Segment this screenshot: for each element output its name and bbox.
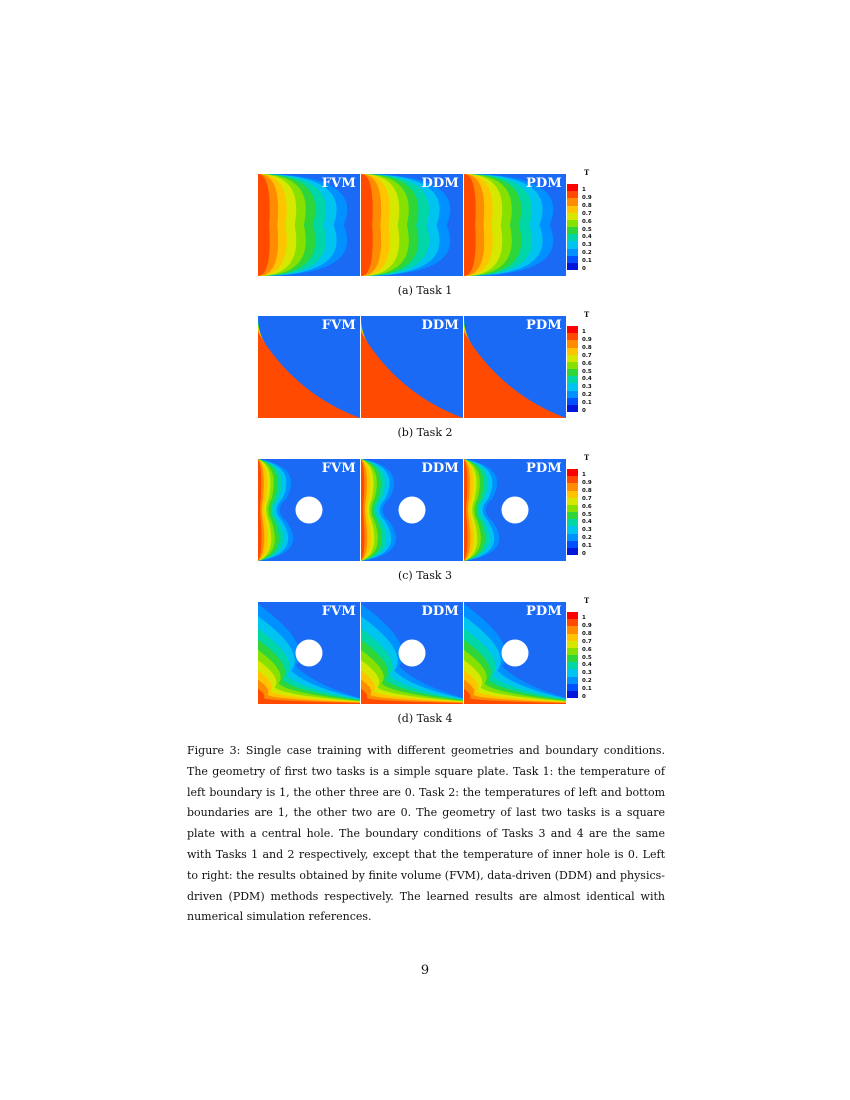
colorbar-swatch (567, 548, 578, 556)
subfigure-caption: (b) Task 2 (397, 426, 453, 439)
colorbar-tick-label: 0 (582, 551, 586, 557)
figure-row-3 (258, 453, 594, 563)
colorbar-tick-label: 0.4 (582, 662, 592, 669)
contour-panel-fvm (258, 174, 360, 276)
figure-row-2 (258, 310, 594, 420)
subfigure-caption: (a) Task 1 (397, 284, 453, 297)
colorbar-tick-label: 0.7 (582, 352, 592, 359)
colorbar (567, 310, 597, 418)
colorbar-tick-label: 0.3 (582, 527, 592, 534)
colorbar-tick-label: 0.5 (582, 654, 592, 661)
colorbar-tick-label: 0.8 (582, 630, 592, 637)
colorbar-tick-label: 0 (582, 694, 586, 700)
colorbar-title: T (584, 168, 590, 177)
colorbar-tick-label: 1 (582, 615, 586, 621)
colorbar-tick-label: 0.8 (582, 202, 592, 209)
colorbar (567, 596, 597, 704)
colorbar-tick-label: 1 (582, 472, 586, 478)
page-number: 9 (420, 963, 430, 978)
colorbar-tick-label: 0.4 (582, 519, 592, 526)
panel-label: FVM (321, 318, 356, 333)
contour-panel-ddm (361, 316, 463, 418)
colorbar-swatch (567, 405, 578, 413)
panel-label: FVM (321, 461, 356, 476)
central-hole (399, 497, 426, 524)
colorbar-swatch (567, 691, 578, 699)
colorbar-tick-label: 0.5 (582, 511, 592, 518)
colorbar-tick-label: 0.8 (582, 487, 592, 494)
central-hole (502, 640, 529, 667)
panel-label: PDM (525, 604, 562, 619)
colorbar-tick-label: 0.9 (582, 336, 592, 343)
central-hole (399, 640, 426, 667)
panel-label: FVM (321, 604, 356, 619)
contour-band (258, 174, 270, 276)
colorbar-tick-label: 0.2 (582, 678, 592, 685)
contour-panel-ddm (361, 174, 463, 276)
colorbar-tick-label: 0.6 (582, 360, 592, 367)
central-hole (296, 497, 323, 524)
panel-label: PDM (525, 461, 562, 476)
contour-panel-fvm (258, 459, 360, 561)
colorbar-tick-label: 0.8 (582, 344, 592, 351)
subfigure-caption: (d) Task 4 (397, 712, 453, 725)
colorbar-tick-label: 0.2 (582, 392, 592, 399)
colorbar-title: T (584, 596, 590, 605)
contour-panel-ddm (361, 602, 463, 704)
colorbar-tick-label: 0.6 (582, 503, 592, 510)
panel-label: FVM (321, 176, 356, 191)
contour-panel-fvm (258, 602, 360, 704)
panel-label: DDM (421, 604, 459, 619)
figure-caption: Figure 3: Single case training with different geometries and boundary conditions. The geometry of first two tasks is a simple square plate. Task 1: the temperature of left boundary is 1, the other three are 0. Task 2: the temperatures of left and bottom boundaries are 1, the other two are 0. The geometry of last two tasks is a square plate with a central hole. The boundary conditions of Tasks 3 and 4 are the same with Tasks 1 and 2 respectively, except that the temperature of inner hole is 0. Left to right: the results obtained by finite volume (FVM), data-driven (DDM) and physics-driven (PDM) methods respectively. The learned results are almost identical with numerical simulation references. (187, 744, 665, 924)
colorbar-tick-label: 0.9 (582, 194, 592, 201)
contour-panel-ddm (361, 459, 463, 561)
colorbar-tick-label: 0.9 (582, 622, 592, 629)
colorbar-tick-label: 1 (582, 187, 586, 193)
colorbar-tick-label: 0.3 (582, 384, 592, 391)
colorbar-tick-label: 1 (582, 329, 586, 335)
colorbar-tick-label: 0.6 (582, 646, 592, 653)
colorbar (567, 453, 597, 561)
colorbar-tick-label: 0.5 (582, 368, 592, 375)
colorbar-tick-label: 0.6 (582, 218, 592, 225)
colorbar-tick-label: 0.2 (582, 250, 592, 257)
colorbar-tick-label: 0.5 (582, 226, 592, 233)
panel-label: PDM (525, 318, 562, 333)
colorbar-tick-label: 0.9 (582, 479, 592, 486)
contour-band (361, 174, 373, 276)
colorbar (567, 168, 597, 276)
colorbar-tick-label: 0.4 (582, 234, 592, 241)
contour-panel-fvm (258, 316, 360, 418)
panel-label: DDM (421, 461, 459, 476)
contour-band (464, 174, 476, 276)
colorbar-tick-label: 0 (582, 266, 586, 272)
colorbar-tick-label: 0.1 (582, 400, 592, 407)
panel-label: PDM (525, 176, 562, 191)
colorbar-tick-label: 0.3 (582, 242, 592, 249)
figure-row-1 (258, 168, 594, 278)
colorbar-tick-label: 0 (582, 408, 586, 414)
contour-panel-pdm (464, 316, 566, 418)
contour-panel-pdm (464, 459, 566, 561)
colorbar-tick-label: 0.7 (582, 638, 592, 645)
figure-row-4 (258, 596, 594, 706)
colorbar-tick-label: 0.1 (582, 543, 592, 550)
colorbar-tick-label: 0.2 (582, 535, 592, 542)
colorbar-tick-label: 0.1 (582, 258, 592, 265)
colorbar-tick-label: 0.4 (582, 376, 592, 383)
colorbar-tick-label: 0.7 (582, 495, 592, 502)
colorbar-title: T (584, 310, 590, 319)
central-hole (502, 497, 529, 524)
colorbar-title: T (584, 453, 590, 462)
subfigure-caption: (c) Task 3 (397, 569, 453, 582)
contour-panel-pdm (464, 174, 566, 276)
panel-label: DDM (421, 318, 459, 333)
colorbar-tick-label: 0.3 (582, 670, 592, 677)
contour-panel-pdm (464, 602, 566, 704)
colorbar-swatch (567, 263, 578, 271)
colorbar-tick-label: 0.1 (582, 686, 592, 693)
central-hole (296, 640, 323, 667)
panel-label: DDM (421, 176, 459, 191)
colorbar-tick-label: 0.7 (582, 210, 592, 217)
